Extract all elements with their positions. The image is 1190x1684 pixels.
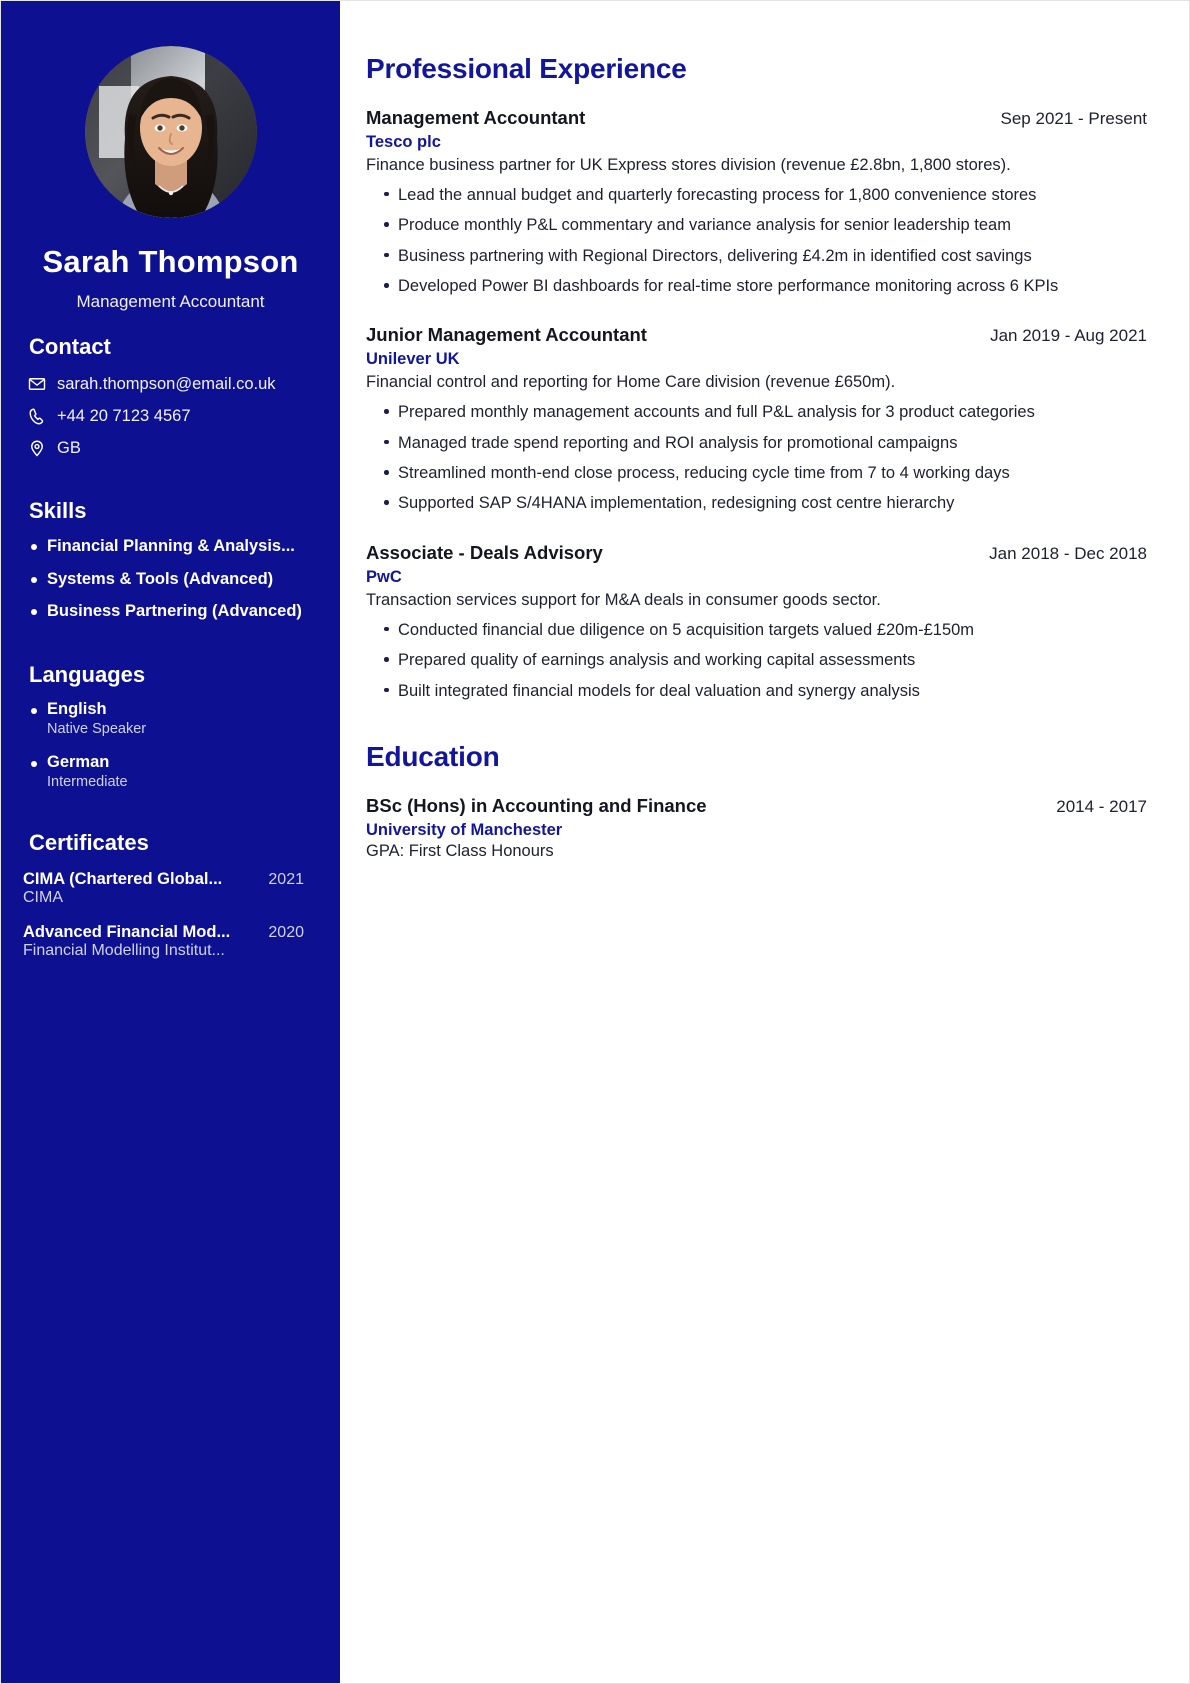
contact-heading: Contact	[29, 334, 111, 359]
contact-location-value: GB	[57, 438, 81, 457]
contact-email[interactable]	[23, 374, 318, 394]
certificates-list	[23, 870, 318, 960]
job-bullet-list	[366, 401, 1147, 516]
job-bullet: Prepared monthly management accounts and full P&L analysis for 3 product categories	[366, 401, 1147, 424]
certificate-header	[23, 923, 318, 942]
job-dates: Sep 2021 - Present	[1000, 109, 1147, 128]
experience-entry	[366, 542, 1147, 703]
job-bullet-list	[366, 619, 1147, 703]
job-summary: Transaction services support for M&A deals in consumer goods sector.	[366, 590, 881, 609]
job-dates: Jan 2019 - Aug 2021	[990, 326, 1147, 346]
education-entry	[366, 795, 1147, 861]
contact-list	[23, 374, 318, 458]
list-item	[29, 536, 318, 557]
job-summary: Finance business partner for UK Express stores division (revenue £2.8bn, 1,800 stores).	[366, 156, 1011, 174]
contact-location[interactable]	[23, 438, 318, 458]
skill-label: Systems & Tools (Advanced)	[47, 569, 274, 588]
contact-phone[interactable]	[23, 406, 318, 426]
list-item	[29, 753, 318, 790]
page-title: Professional Experience	[366, 53, 687, 84]
list-item	[29, 601, 318, 622]
job-role: Junior Management Accountant	[366, 324, 647, 346]
experience-header	[366, 324, 1147, 346]
education-degree: BSc (Hons) in Accounting and Finance	[366, 794, 707, 816]
certificate-name: CIMA (Chartered Global...	[23, 869, 223, 888]
job-bullet: Streamlined month-end close process, reducing cycle time from 7 to 4 working days	[366, 462, 1147, 485]
bullet-dot-icon	[31, 544, 37, 550]
experience-header	[366, 542, 1147, 564]
avatar-photo-icon	[85, 46, 257, 218]
job-role: Associate - Deals Advisory	[366, 541, 603, 563]
list-item	[23, 923, 318, 960]
experience-header	[366, 107, 1147, 129]
skill-label: Business Partnering (Advanced)	[47, 602, 302, 621]
avatar	[85, 46, 257, 218]
skill-label: Financial Planning & Analysis...	[47, 537, 295, 555]
language-name: English	[47, 699, 107, 718]
languages-heading: Languages	[29, 661, 146, 687]
job-bullet: Lead the annual budget and quarterly forecasting process for 1,800 convenience stores	[366, 184, 1147, 207]
contact-email-value: sarah.thompson@email.co.uk	[57, 374, 276, 393]
bullet-dot-icon	[31, 609, 37, 615]
certificate-year: 2020	[268, 923, 304, 941]
bullet-dot-icon	[31, 761, 37, 767]
job-bullet: Developed Power BI dashboards for real-time store performance monitoring across 6 KPIs	[366, 275, 1147, 298]
education-gpa: GPA: First Class Honours	[366, 841, 554, 860]
language-name-row	[29, 753, 318, 772]
skills-heading: Skills	[29, 498, 87, 523]
language-level: Intermediate	[47, 773, 128, 790]
job-bullet: Built integrated financial models for deal valuation and synergy analysis	[366, 680, 1147, 703]
certificate-name: Advanced Financial Mod...	[23, 922, 231, 941]
education-heading: Education	[366, 740, 500, 772]
job-bullet: Business partnering with Regional Directors, delivering £4.2m in identified cost savings	[366, 245, 1147, 268]
phone-icon	[27, 406, 47, 426]
job-company: PwC	[366, 567, 402, 586]
avatar-wrapper	[23, 1, 318, 218]
certificate-issuer: Financial Modelling Institut...	[23, 941, 225, 959]
job-bullet: Supported SAP S/4HANA implementation, redesigning cost centre hierarchy	[366, 492, 1147, 515]
list-item	[23, 870, 318, 907]
list-item	[29, 569, 318, 590]
education-dates: 2014 - 2017	[1056, 796, 1147, 816]
job-company: Unilever UK	[366, 350, 460, 369]
contact-phone-value: +44 20 7123 4567	[57, 406, 191, 425]
main-content	[340, 1, 1189, 1683]
job-dates: Jan 2018 - Dec 2018	[989, 543, 1147, 563]
job-summary: Financial control and reporting for Home Care division (revenue £650m).	[366, 373, 896, 392]
job-bullet: Conducted financial due diligence on 5 acquisition targets valued £20m-£150m	[366, 619, 1147, 642]
job-bullet: Managed trade spend reporting and ROI analysis for promotional campaigns	[366, 432, 1147, 455]
location-pin-icon	[27, 438, 47, 458]
certificates-heading: Certificates	[29, 829, 149, 855]
job-company: Tesco plc	[366, 133, 441, 151]
skills-list	[23, 536, 318, 622]
languages-list	[23, 700, 318, 790]
experience-entry	[366, 324, 1147, 515]
job-bullet: Prepared quality of earnings analysis and working capital assessments	[366, 649, 1147, 672]
experience-entry	[366, 107, 1147, 298]
job-bullet: Produce monthly P&L commentary and variance analysis for senior leadership team	[366, 214, 1147, 237]
job-bullet-list	[366, 184, 1147, 299]
certificate-issuer: CIMA	[23, 888, 63, 906]
job-role: Management Accountant	[366, 107, 586, 128]
certificate-header	[23, 870, 318, 889]
certificate-year: 2021	[268, 870, 304, 888]
education-school: University of Manchester	[366, 820, 563, 839]
language-level: Native Speaker	[47, 720, 147, 737]
list-item	[29, 700, 318, 737]
person-job-title: Management Accountant	[76, 292, 265, 311]
language-name: German	[47, 752, 110, 771]
sidebar	[1, 1, 340, 1683]
person-name: Sarah Thompson	[42, 244, 299, 279]
education-header	[366, 795, 1147, 817]
bullet-dot-icon	[31, 708, 37, 714]
language-name-row	[29, 700, 318, 719]
envelope-icon	[27, 374, 47, 394]
bullet-dot-icon	[31, 577, 37, 583]
